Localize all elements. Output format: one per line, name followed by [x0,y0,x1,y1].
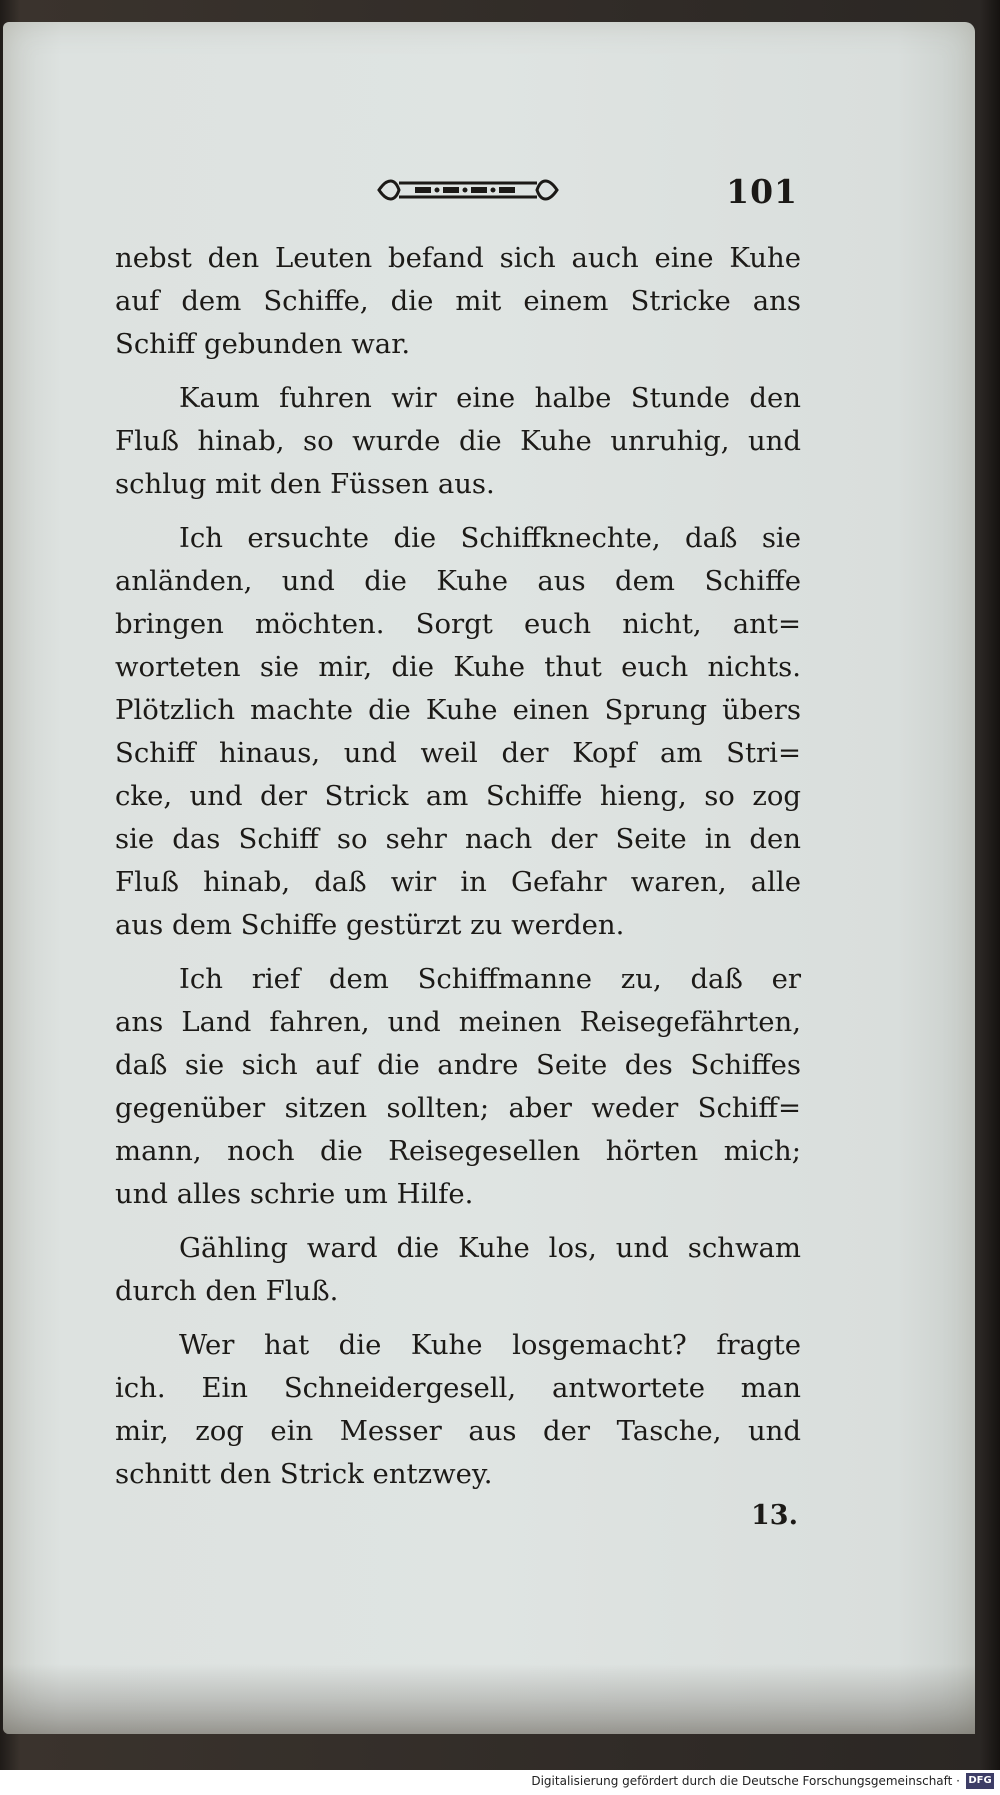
text-line: bringen möchten. Sorgt euch nicht, ant= [115,608,801,640]
page-shadow [3,1664,975,1734]
text-line: mir, zog ein Messer aus der Tasche, und [115,1415,801,1447]
text-line: und alles schrie um Hilfe. [115,1178,474,1210]
text-line: daß sie sich auf die andre Seite des Schiffes [115,1049,801,1081]
text-line: Ich rief dem Schiffmanne zu, daß er [179,963,801,995]
text-line: Gähling ward die Kuhe los, und schwam [179,1232,801,1264]
text-line: Wer hat die Kuhe losgemacht? fragte [179,1329,801,1361]
text-line: aus dem Schiffe gestürzt zu werden. [115,909,625,941]
paragraph [115,1324,801,1496]
text-line: ans Land fahren, und meinen Reisegefährten, [115,1006,801,1038]
text-line: worteten sie mir, die Kuhe thut euch nichts. [115,651,801,683]
text-line: nebst den Leuten befand sich auch eine Kuhe [115,242,801,274]
text-line: Fluß hinab, so wurde die Kuhe unruhig, und [115,425,801,457]
body-text [115,237,801,1496]
paragraph [115,1227,801,1313]
paragraph [115,517,801,947]
paragraph [115,237,801,366]
text-line: cke, und der Strick am Schiffe hieng, so zog [115,780,801,812]
dfg-logo-icon: DFG [966,1773,994,1789]
page-number: 101 [726,172,798,211]
text-line: anländen, und die Kuhe aus dem Schiffe [115,565,801,597]
ornament-divider-icon [375,172,561,208]
book-page [3,22,975,1734]
text-line: gegenüber sitzen sollten; aber weder Schiff= [115,1092,801,1124]
text-line: schlug mit den Füssen aus. [115,468,495,500]
text-line: Schiff hinaus, und weil der Kopf am Stri= [115,737,801,769]
text-line: schnitt den Strick entzwey. [115,1458,493,1490]
running-head [3,172,975,212]
text-line: Plötzlich machte die Kuhe einen Sprung übers [115,694,801,726]
text-line: Ich ersuchte die Schiffknechte, daß sie [179,522,801,554]
text-line: auf dem Schiffe, die mit einem Stricke ans [115,285,801,317]
text-line: Fluß hinab, daß wir in Gefahr waren, alle [115,866,801,898]
text-line: sie das Schiff so sehr nach der Seite in den [115,823,801,855]
text-line: Kaum fuhren wir eine halbe Stunde den [179,382,801,414]
text-line: Schiff gebunden war. [115,328,411,360]
text-line: mann, noch die Reisegesellen hörten mich; [115,1135,801,1167]
text-line: durch den Fluß. [115,1275,339,1307]
catchword: 13. [751,1500,798,1531]
text-line: ich. Ein Schneidergesell, antwortete man [115,1372,801,1404]
paragraph [115,958,801,1216]
digitization-footer [0,1770,1000,1795]
paragraph [115,377,801,506]
funding-notice: Digitalisierung gefördert durch die Deutsche Forschungsgemeinschaft · [531,1774,960,1788]
